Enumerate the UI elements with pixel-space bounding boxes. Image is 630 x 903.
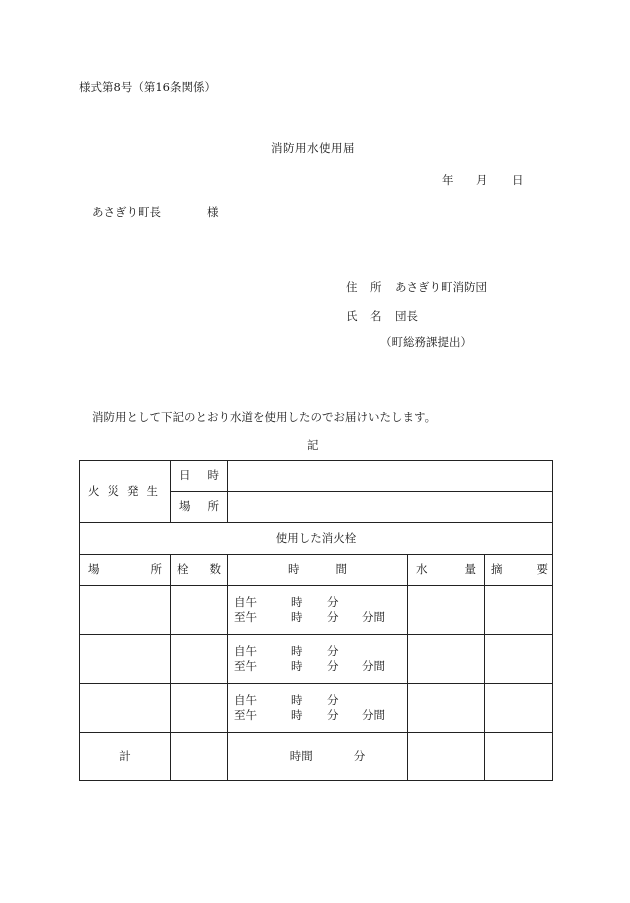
to-minute-unit: 分	[327, 707, 339, 722]
place-cell[interactable]	[80, 635, 171, 684]
col-water-char-2: 量	[464, 562, 476, 577]
fire-char-1: 火	[88, 483, 100, 498]
table-row	[80, 635, 553, 684]
col-time-header	[228, 555, 408, 586]
address-label-1: 住	[346, 280, 358, 294]
ki-label: 記	[307, 438, 319, 452]
fire-char-3: 発	[127, 483, 139, 498]
address-label-2: 所	[370, 280, 382, 294]
column-header-row	[80, 555, 553, 586]
addressee: あさぎり町長	[92, 205, 161, 219]
table-row	[80, 684, 553, 733]
total-count-cell[interactable]	[171, 733, 228, 781]
to-hour-unit: 時	[291, 609, 303, 624]
document-title: 消防用水使用届	[271, 141, 355, 155]
date-month-label: 月	[476, 173, 488, 187]
total-row	[80, 733, 553, 781]
to-hour-unit: 時	[291, 707, 303, 722]
from-prefix: 自午	[234, 692, 257, 707]
water-amount-cell[interactable]	[408, 684, 485, 733]
time-cell[interactable]	[228, 635, 408, 684]
col-count-char-1: 栓	[177, 562, 189, 577]
time-cell[interactable]	[228, 684, 408, 733]
water-amount-cell[interactable]	[408, 586, 485, 635]
fire-place-value-field[interactable]	[228, 492, 553, 523]
fire-char-2: 災	[107, 483, 119, 498]
fire-place-label	[171, 492, 228, 523]
to-prefix: 至午	[234, 658, 257, 673]
name-value: 団長	[395, 309, 418, 323]
to-prefix: 至午	[234, 609, 257, 624]
statement: 消防用として下記のとおり水道を使用したのでお届けいたします。	[92, 410, 437, 424]
count-cell[interactable]	[171, 684, 228, 733]
time-cell[interactable]	[228, 586, 408, 635]
total-hours-unit: 時間	[289, 748, 313, 763]
remarks-cell[interactable]	[485, 586, 553, 635]
section-title: 使用した消火栓	[80, 523, 553, 555]
total-water-cell[interactable]	[408, 733, 485, 781]
remarks-cell[interactable]	[485, 684, 553, 733]
from-hour-unit: 時	[291, 594, 303, 609]
to-minute-unit: 分	[327, 609, 339, 624]
col-place-char-2: 所	[150, 562, 162, 577]
col-remarks-header	[485, 555, 553, 586]
count-cell[interactable]	[171, 586, 228, 635]
datetime-value-field[interactable]	[228, 461, 553, 492]
col-count-char-2: 数	[209, 562, 221, 577]
datetime-char-1: 日	[179, 468, 191, 483]
place-char-1: 場	[179, 499, 191, 514]
duration-unit: 分間	[362, 707, 385, 722]
place-cell[interactable]	[80, 586, 171, 635]
duration-unit: 分間	[362, 609, 385, 624]
date-year-label: 年	[442, 173, 454, 187]
to-hour-unit: 時	[291, 658, 303, 673]
col-place-header	[80, 555, 171, 586]
to-minute-unit: 分	[327, 658, 339, 673]
remarks-cell[interactable]	[485, 635, 553, 684]
col-time-char-2: 間	[335, 562, 347, 577]
col-remarks-char-1: 摘	[491, 562, 503, 577]
total-time-cell[interactable]	[228, 733, 408, 781]
from-minute-unit: 分	[327, 692, 339, 707]
datetime-char-2: 時	[207, 468, 219, 483]
duration-unit: 分間	[362, 658, 385, 673]
col-remarks-char-2: 要	[536, 562, 549, 577]
total-minutes-unit: 分	[353, 748, 366, 763]
water-amount-cell[interactable]	[408, 635, 485, 684]
table-row	[80, 586, 553, 635]
place-cell[interactable]	[80, 684, 171, 733]
honorific: 様	[207, 205, 219, 219]
name-label-1: 氏	[346, 309, 358, 323]
from-hour-unit: 時	[291, 643, 303, 658]
table-row	[80, 523, 553, 555]
from-hour-unit: 時	[291, 692, 303, 707]
col-water-char-1: 水	[416, 562, 428, 577]
fire-occurrence-label	[80, 461, 171, 523]
fire-hydrant-usage-table	[79, 460, 553, 781]
from-minute-unit: 分	[327, 594, 339, 609]
from-prefix: 自午	[234, 594, 257, 609]
name-label-2: 名	[370, 309, 382, 323]
form-number: 様式第8号（第16条関係）	[79, 80, 216, 94]
table-row	[80, 461, 553, 492]
submission-note: （町総務課提出）	[380, 335, 472, 349]
datetime-label	[171, 461, 228, 492]
col-count-header	[171, 555, 228, 586]
fire-char-4: 生	[146, 483, 158, 498]
place-char-2: 所	[207, 499, 219, 514]
col-place-char-1: 場	[88, 562, 100, 577]
col-water-header	[408, 555, 485, 586]
count-cell[interactable]	[171, 635, 228, 684]
total-label: 計	[80, 733, 171, 781]
to-prefix: 至午	[234, 707, 257, 722]
date-day-label: 日	[512, 173, 524, 187]
from-prefix: 自午	[234, 643, 257, 658]
total-remarks-cell[interactable]	[485, 733, 553, 781]
col-time-char-1: 時	[288, 562, 300, 577]
address-value: あさぎり町消防団	[395, 280, 487, 294]
from-minute-unit: 分	[327, 643, 339, 658]
